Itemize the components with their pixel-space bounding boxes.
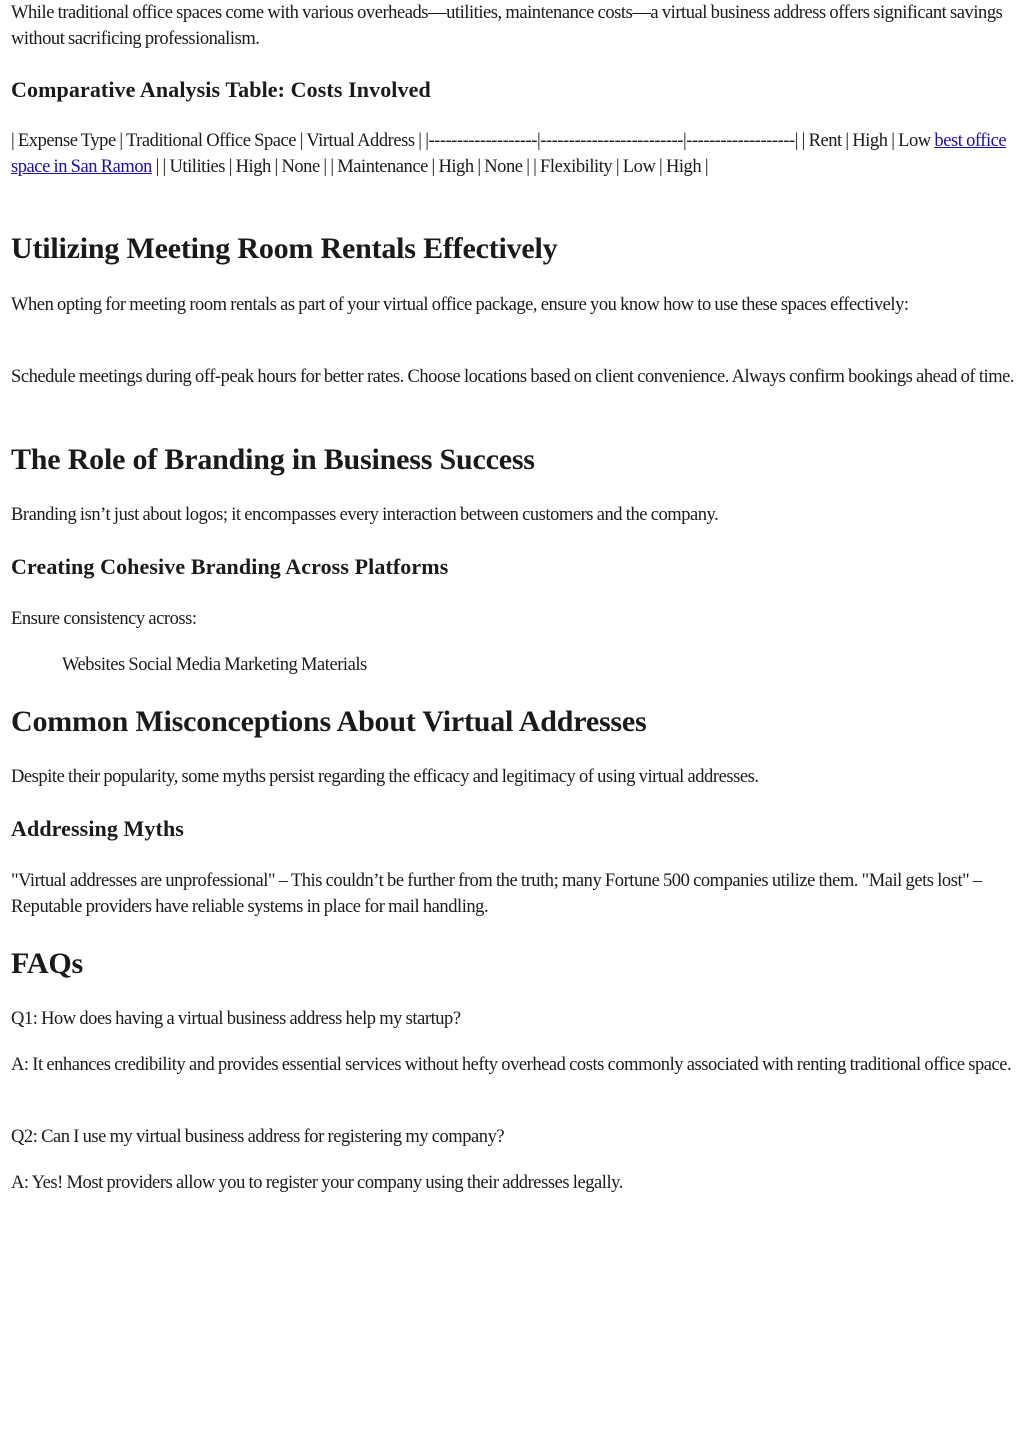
comparative-heading: Comparative Analysis Table: Costs Involved bbox=[11, 77, 431, 102]
faq-question-2: Q2: Can I use my virtual business address for registering my company? bbox=[11, 1127, 505, 1147]
faq-answer-1: A: It enhances credibility and provides essential services without hefty overhead costs commonly associated with renting traditional office space. bbox=[11, 1055, 1012, 1075]
branding-list: Websites Social Media Marketing Materials bbox=[62, 655, 367, 675]
cost-table-text-after: | | Utilities | High | None | | Maintenance | High | None | | Flexibility | Low | High | bbox=[151, 157, 709, 177]
faq-answer-2: A: Yes! Most providers allow you to register your company using their addresses legally. bbox=[11, 1173, 623, 1193]
meeting-paragraph-2: Schedule meetings during off-peak hours for better rates. Choose locations based on client convenience. Always confirm bookings ahead of time. bbox=[11, 367, 1015, 387]
cost-table-text bbox=[11, 128, 1015, 180]
office-space-link[interactable]: best office space in San Ramon bbox=[11, 131, 1007, 177]
branding-heading: The Role of Branding in Business Success bbox=[11, 443, 535, 476]
misconceptions-heading: Common Misconceptions About Virtual Addresses bbox=[11, 705, 647, 738]
faqs-heading: FAQs bbox=[11, 947, 83, 980]
consistency-text: Ensure consistency across: bbox=[11, 609, 197, 629]
meeting-paragraph-1: When opting for meeting room rentals as part of your virtual office package, ensure you know how to use these spaces effectively: bbox=[11, 295, 909, 315]
branding-subheading: Creating Cohesive Branding Across Platforms bbox=[11, 554, 449, 579]
branding-paragraph: Branding isn’t just about logos; it encompasses every interaction between customers and the company. bbox=[11, 505, 719, 525]
cost-table-text-before: | Expense Type | Traditional Office Space | Virtual Address | |-------------------|-------------------------|-------------------| | Rent | High | Low bbox=[11, 131, 935, 151]
meeting-heading: Utilizing Meeting Room Rentals Effectively bbox=[11, 232, 558, 265]
myths-paragraph: "Virtual addresses are unprofessional" – This couldn’t be further from the truth; many Fortune 500 companies utilize them. "Mail gets lost" – Reputable providers have reliable systems in place for mail handling. bbox=[11, 871, 982, 917]
faq-question-1: Q1: How does having a virtual business address help my startup? bbox=[11, 1009, 461, 1029]
misconceptions-paragraph: Despite their popularity, some myths persist regarding the efficacy and legitimacy of using virtual addresses. bbox=[11, 767, 759, 787]
myths-subheading: Addressing Myths bbox=[11, 816, 184, 841]
intro-paragraph: While traditional office spaces come with various overheads—utilities, maintenance costs—a virtual business address offers significant savings without sacrificing professionalism. bbox=[11, 3, 1003, 49]
